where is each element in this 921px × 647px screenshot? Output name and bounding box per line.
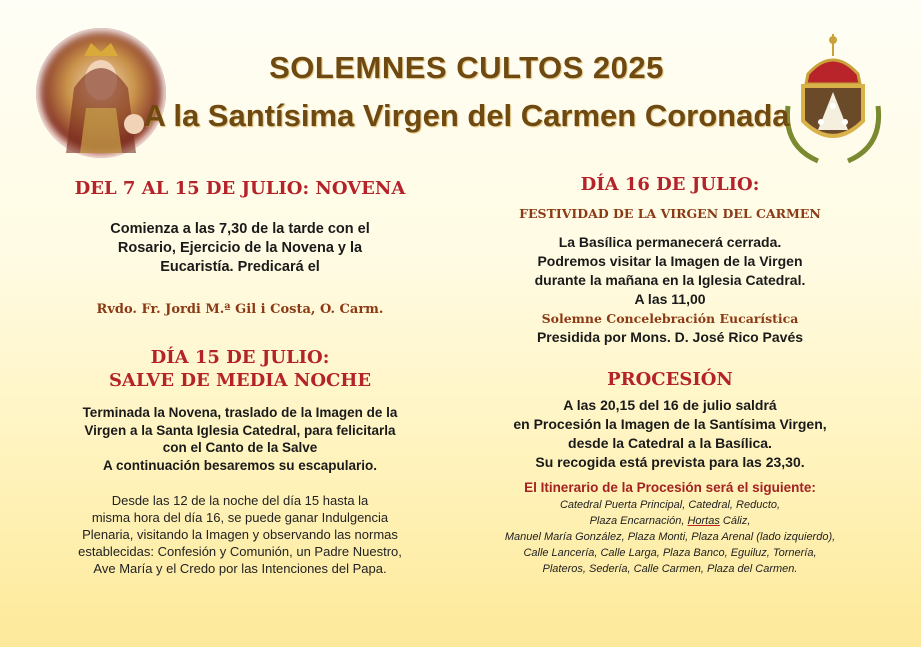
street-line: Manuel María González, Plaza Monti, Plaza Arenal (lado izquierdo), <box>504 531 836 543</box>
event-subtitle: A la Santísima Virgen del Carmen Coronada <box>143 98 790 133</box>
day16-line: A las 11,00 <box>634 291 706 307</box>
street-line: Calle Lancería, Calle Larga, Plaza Banco, Eguiluz, Tornería, <box>523 547 817 559</box>
day16-line: La Basílica permanecerá cerrada. <box>558 234 782 250</box>
day15-line: con el Canto de la Salve <box>162 440 318 455</box>
novena-text <box>60 220 420 277</box>
street-line <box>470 513 870 529</box>
procession-text <box>470 396 870 472</box>
procession-line: desde la Catedral a la Basílica. <box>568 435 772 451</box>
day16-heading: DÍA 16 DE JULIO: <box>580 174 760 195</box>
street-segment: Plaza Encarnación, <box>589 515 688 527</box>
day15-line: Virgen a la Santa Iglesia Catedral, para felicitarla <box>84 422 396 438</box>
novena-line: Rosario, Ejercicio de la Novena y la <box>117 240 363 256</box>
itinerary-streets <box>470 497 870 577</box>
festivity-title: FESTIVIDAD DE LA VIRGEN DEL CARMEN <box>519 206 821 221</box>
procession-line: Su recogida está prevista para las 23,30. <box>535 454 805 470</box>
novena-line: Comienza a las 7,30 de la tarde con el <box>110 221 370 237</box>
day15-line: Terminada la Novena, traslado de la Imagen de la <box>82 405 398 420</box>
indulgence-text <box>50 492 430 577</box>
day15-heading-line: DÍA 15 DE JULIO: <box>150 347 330 368</box>
street-line: Catedral Puerta Principal, Catedral, Reducto, <box>559 499 781 511</box>
day16-line: durante la mañana en la Iglesia Catedral. <box>534 272 806 288</box>
indulgence-line: Ave María y el Credo por las Intenciones del Papa. <box>93 561 387 576</box>
street-segment-underlined: Hortas <box>687 515 720 527</box>
presided-by: Presidida por Mons. D. José Rico Pavés <box>536 329 804 345</box>
day16-line: Podremos visitar la Imagen de la Virgen <box>537 253 803 269</box>
carmelite-crest-icon <box>778 26 888 166</box>
day15-heading <box>40 346 440 392</box>
procession-line: A las 20,15 del 16 de julio saldrá <box>563 397 777 413</box>
day15-text <box>50 404 430 474</box>
novena-line: Eucaristía. Predicará el <box>160 259 320 275</box>
novena-heading: DEL 7 AL 15 DE JULIO: NOVENA <box>74 178 406 199</box>
indulgence-line: Plenaria, visitando la Imagen y observando las normas <box>82 527 398 542</box>
concelebration-title: Solemne Concelebración Eucarística <box>541 311 799 326</box>
indulgence-line: establecidas: Confesión y Comunión, un Padre Nuestro, <box>78 544 402 559</box>
day15-heading-line: SALVE DE MEDIA NOCHE <box>108 370 372 391</box>
procession-heading: PROCESIÓN <box>607 369 733 390</box>
day16-text <box>470 233 870 347</box>
preacher-name: Rvdo. Fr. Jordi M.ª Gil i Costa, O. Carm. <box>96 302 384 317</box>
indulgence-line: Desde las 12 de la noche del día 15 hasta la <box>111 493 369 508</box>
itinerary-heading: El Itinerario de la Procesión será el siguiente: <box>524 480 816 495</box>
street-segment: Cáliz, <box>719 515 751 527</box>
procession-line: en Procesión la Imagen de la Santísima Virgen, <box>513 416 827 432</box>
event-title: SOLEMNES CULTOS 2025 <box>269 50 664 85</box>
virgin-medallion-image <box>36 28 166 158</box>
indulgence-line: misma hora del día 16, se puede ganar Indulgencia <box>91 510 389 525</box>
day15-line: A continuación besaremos su escapulario. <box>102 457 378 473</box>
street-line: Plateros, Sedería, Calle Carmen, Plaza del Carmen. <box>542 563 798 575</box>
